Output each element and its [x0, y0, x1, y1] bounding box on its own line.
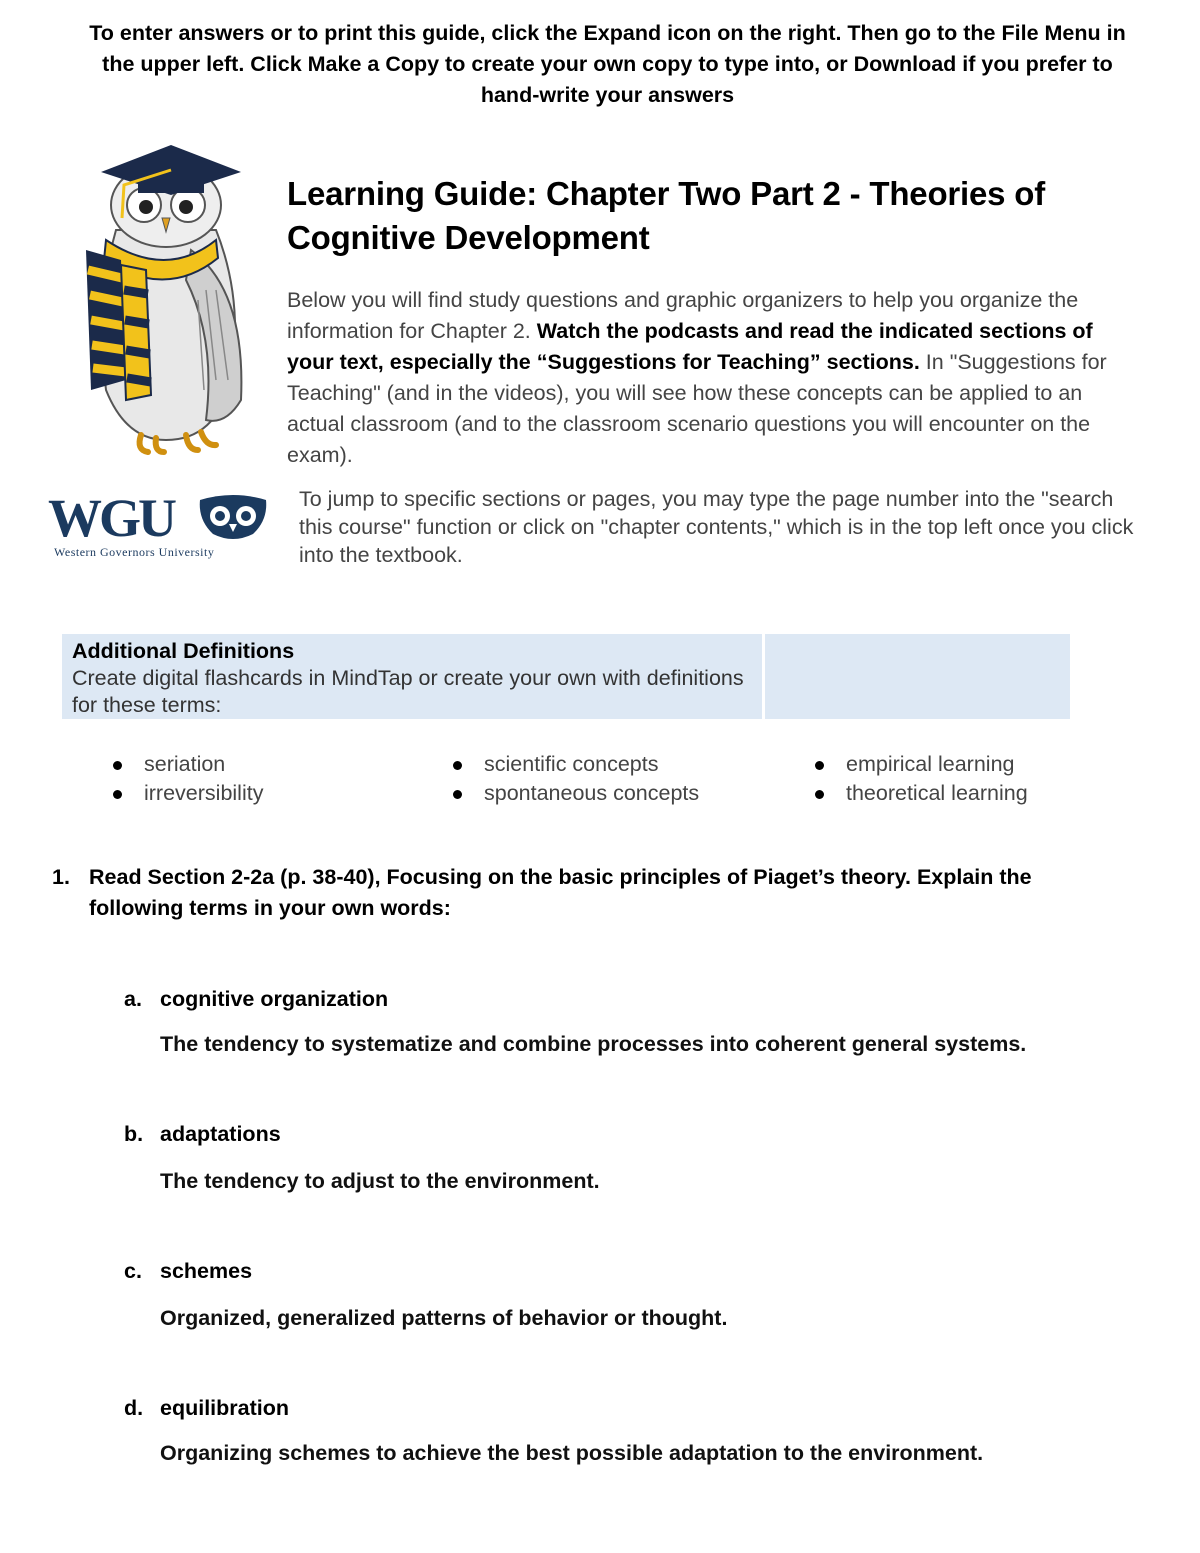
wgu-wordmark: WGU — [48, 490, 174, 548]
question-number: 1. — [52, 865, 70, 889]
definitions-table — [62, 634, 1070, 719]
term-item: spontaneous concepts — [450, 779, 699, 808]
definitions-empty-cell — [765, 634, 1070, 719]
terms-column-1 — [110, 750, 263, 808]
jump-instructions: To jump to specific sections or pages, you may type the page number into the "search this course" function or click on "chapter contents," which is in the top left once you click into the textbook. — [299, 487, 1134, 567]
term-item: theoretical learning — [812, 779, 1028, 808]
term-item: empirical learning — [812, 750, 1028, 779]
definitions-heading: Additional Definitions — [72, 639, 295, 663]
wgu-subtitle: Western Governors University — [54, 545, 215, 559]
intro-bold-text: Watch the podcasts and read the indicated sections of your text, especially the “Suggestions for Teaching” sections. — [287, 319, 1093, 374]
item-answer[interactable]: The tendency to systematize and combine processes into coherent general systems. — [160, 1032, 1027, 1056]
terms-column-2 — [450, 750, 699, 808]
intro-text-1: Below you will find study questions and graphic organizers to help you organize the information for Chapter 2. — [287, 288, 1079, 343]
wgu-logo — [48, 490, 270, 560]
item-letter: d. — [124, 1396, 144, 1420]
item-letter: b. — [124, 1122, 144, 1146]
terms-column-3 — [812, 750, 1028, 808]
wgu-owl-icon — [200, 495, 266, 539]
item-term: adaptations — [160, 1122, 281, 1146]
intro-text-2: In "Suggestions for Teaching" (and in the videos), you will see how these concepts can be applied to an actual classroom (and to the classroom scenario questions you will encounter on the exam). — [287, 350, 1107, 467]
term-item: irreversibility — [110, 779, 263, 808]
item-term: cognitive organization — [160, 987, 389, 1011]
term-item: seriation — [110, 750, 263, 779]
item-answer[interactable]: Organizing schemes to achieve the best possible adaptation to the environment. — [160, 1441, 984, 1465]
owl-mascot-icon — [66, 140, 266, 460]
definitions-description: Create digital flashcards in MindTap or create your own with definitions for these terms: — [72, 666, 744, 717]
definitions-cell — [62, 634, 762, 719]
term-item: scientific concepts — [450, 750, 699, 779]
question-text: Read Section 2-2a (p. 38-40), Focusing on the basic principles of Piaget’s theory. Explain the following terms in your own words: — [89, 865, 1032, 920]
intro-paragraph — [287, 285, 1132, 471]
item-answer[interactable]: The tendency to adjust to the environment. — [160, 1169, 600, 1193]
page-title: Learning Guide: Chapter Two Part 2 - Theories of Cognitive Development — [287, 175, 1046, 256]
item-term: equilibration — [160, 1396, 289, 1420]
item-term: schemes — [160, 1259, 253, 1283]
instructions-banner: To enter answers or to print this guide, click the Expand icon on the right. Then go to the File Menu in the upper left. Click Make a Copy to create your own copy to type into, or Download if you prefer to hand-write your answers — [89, 21, 1126, 107]
item-answer[interactable]: Organized, generalized patterns of behavior or thought. — [160, 1306, 728, 1330]
item-letter: c. — [124, 1259, 142, 1283]
item-letter: a. — [124, 987, 142, 1011]
